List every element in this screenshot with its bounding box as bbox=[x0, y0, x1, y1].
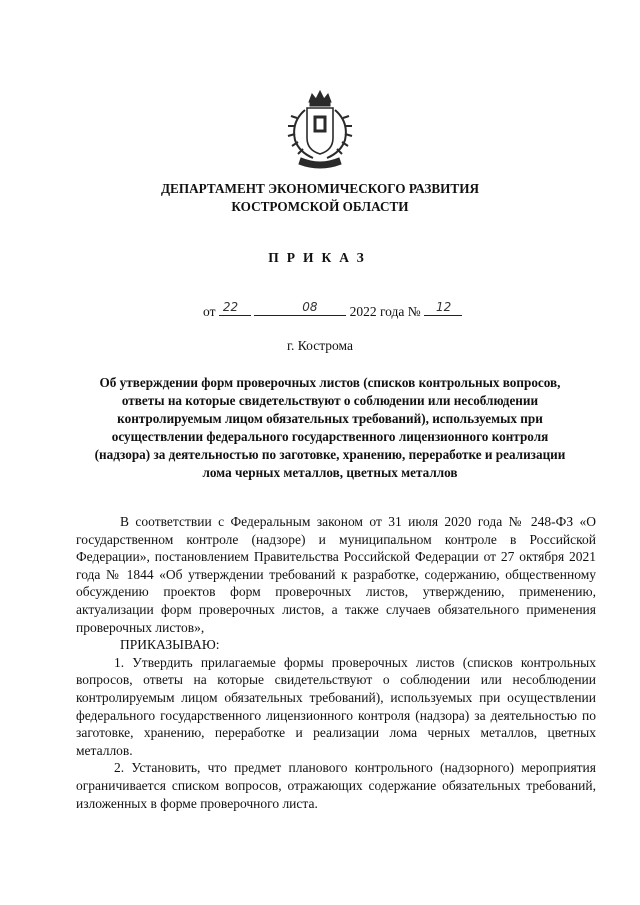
date-prefix: от bbox=[203, 304, 216, 319]
department-line-1: ДЕПАРТАМЕНТ ЭКОНОМИЧЕСКОГО РАЗВИТИЯ bbox=[160, 181, 480, 196]
coat-of-arms-emblem bbox=[283, 88, 357, 170]
preamble-paragraph: В соответствии с Федеральным законом от 31 июля 2020 года № 248-ФЗ «О государственном контроле (надзоре) и муниципальном контроле в Российской Федерации», постановлением Правительства Российской Федерации от 27 октября 2021 года № 1844 «Об утверждении требований к разработке, содержанию, общественному обсуждению проектов форм проверочных листов, утверждению, применению, актуализации форм проверочных листов, а также случаев обязательного применения проверочных листов», bbox=[76, 514, 596, 635]
department-line-2: КОСТРОМСКОЙ ОБЛАСТИ bbox=[231, 199, 409, 214]
number-field bbox=[424, 301, 462, 316]
month-value: 08 bbox=[302, 300, 318, 314]
day-value: 22 bbox=[222, 300, 239, 314]
date-line bbox=[203, 301, 462, 320]
document-body bbox=[76, 513, 596, 812]
order-item-2: 2. Установить, что предмет планового контрольного (надзорного) мероприятия ограничивается списком вопросов, отражающих содержание обязательных требований, изложенных в форме проверочного листа. bbox=[76, 760, 596, 811]
order-item-1: 1. Утвердить прилагаемые формы проверочных листов (списков контрольных вопросов, ответы на которые свидетельствуют о соблюдении или несоблюдении контролируемым лицом обязательных требований), используемых при осуществлении федерального государственного лицензионного контроля (надзора) за деятельностью по заготовке, хранению, переработке и реализации лома черных металлов, цветных металлов. bbox=[76, 654, 596, 758]
city: г. Кострома bbox=[287, 338, 353, 353]
month-field bbox=[254, 301, 346, 316]
order-subject: Об утверждении форм проверочных листов (списков контрольных вопросов, ответы на которые свидетельствуют о соблюдении или несоблюдении контролируемым лицом обязательных требований), используемых при осуществлении федерального государственного лицензионного контроля (надзора) за деятельностью по заготовке, хранению, переработке и реализации лома черных металлов, цветных металлов bbox=[94, 375, 566, 481]
year-text: 2022 года № bbox=[349, 304, 421, 319]
number-value: 12 bbox=[436, 300, 452, 314]
day-field bbox=[219, 301, 251, 316]
order-title: ПРИКАЗ bbox=[268, 250, 372, 265]
order-word: ПРИКАЗЫВАЮ: bbox=[120, 637, 220, 653]
department-name bbox=[0, 180, 640, 216]
